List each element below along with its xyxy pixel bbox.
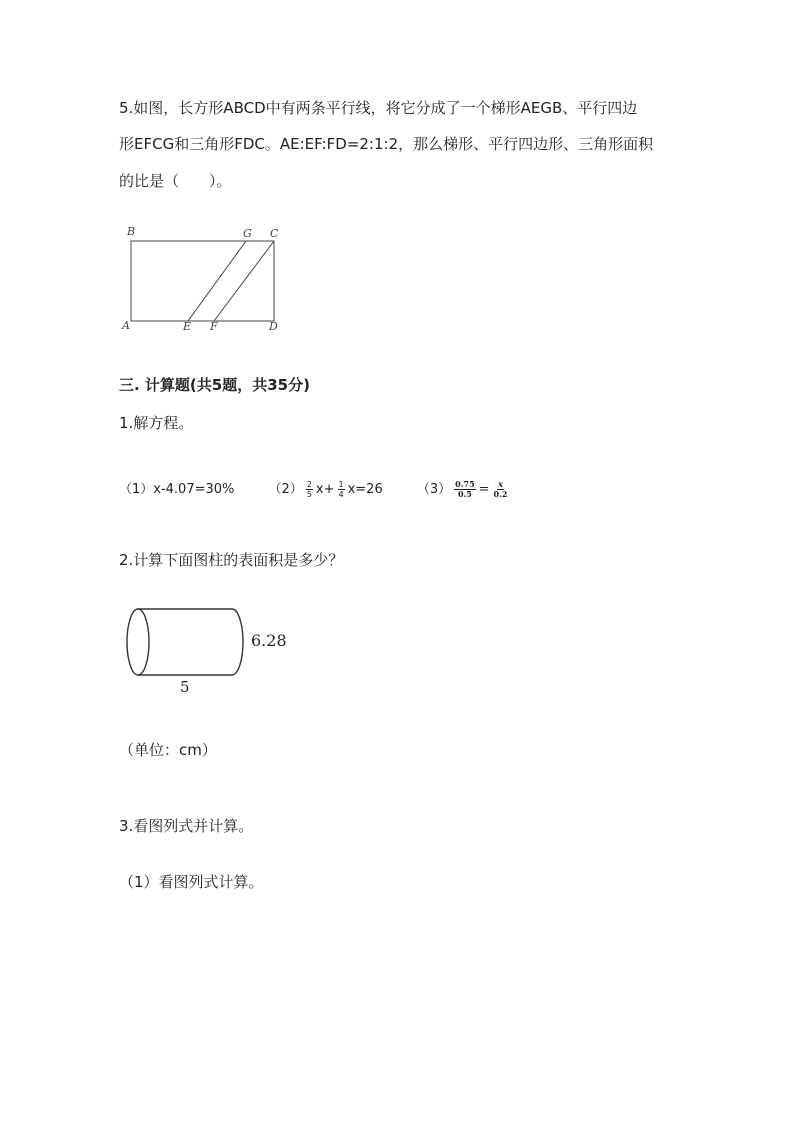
- label-e: E: [183, 320, 192, 333]
- equation-2: [269, 478, 383, 499]
- fraction-numerator: 1: [338, 480, 344, 489]
- p3-title: 3.看图列式并计算。: [119, 817, 254, 835]
- equation-3-prefix: （3）: [416, 482, 452, 497]
- fraction-denominator: 4: [338, 490, 344, 499]
- label-d: D: [269, 320, 278, 333]
- q5-line-2: 形EFCG和三角形FDC。AE:EF:FD=2:1:2，那么梯形、平行四边形、三角形面积: [119, 135, 654, 153]
- fraction-denominator: 0.2: [493, 489, 508, 499]
- label-b: B: [127, 225, 136, 238]
- line-eg: [188, 241, 246, 321]
- label-f: F: [210, 320, 218, 333]
- fraction-denominator: 0.5: [457, 489, 472, 499]
- section-title: 三. 计算题(共5题，共35分): [119, 376, 310, 394]
- label-length: 5: [180, 678, 190, 696]
- fraction-two-fifths: [306, 480, 313, 499]
- p1-equations: [119, 478, 511, 499]
- p3-sub-1: （1）看图列式计算。: [119, 873, 264, 891]
- cylinder-end-ellipse: [127, 609, 149, 675]
- equation-2-mid: x+: [315, 482, 335, 497]
- label-c: C: [270, 227, 279, 240]
- p2-unit: （单位：cm）: [119, 741, 217, 759]
- equation-2-suffix: x=26: [347, 482, 383, 497]
- fraction-numerator: 2: [306, 480, 312, 489]
- fraction-left: [454, 480, 475, 499]
- equals-sign: =: [478, 482, 490, 497]
- line-fc: [214, 241, 274, 321]
- equation-3: [417, 478, 512, 499]
- fraction-one-quarter: [338, 480, 345, 499]
- fraction-right: [493, 480, 509, 499]
- label-circumference: 6.28: [251, 631, 287, 650]
- label-a: A: [122, 319, 130, 332]
- q5-line-1: 5.如图，长方形ABCD中有两条平行线，将它分成了一个梯形AEGB、平行四边: [119, 99, 638, 117]
- fraction-numerator: 0.75: [455, 479, 475, 489]
- p1-title: 1.解方程。: [119, 414, 194, 432]
- q5-line-3: 的比是（ ）。: [119, 172, 232, 190]
- cylinder-figure: [118, 600, 298, 700]
- equation-2-prefix: （2）: [268, 482, 303, 497]
- fraction-denominator: 5: [306, 490, 312, 499]
- equation-1: （1）x-4.07=30%: [119, 482, 235, 497]
- p2-title: 2.计算下面图柱的表面积是多少？: [119, 551, 344, 569]
- rectangle-figure: [118, 222, 288, 337]
- label-g: G: [243, 227, 252, 240]
- fraction-numerator: x: [498, 479, 503, 489]
